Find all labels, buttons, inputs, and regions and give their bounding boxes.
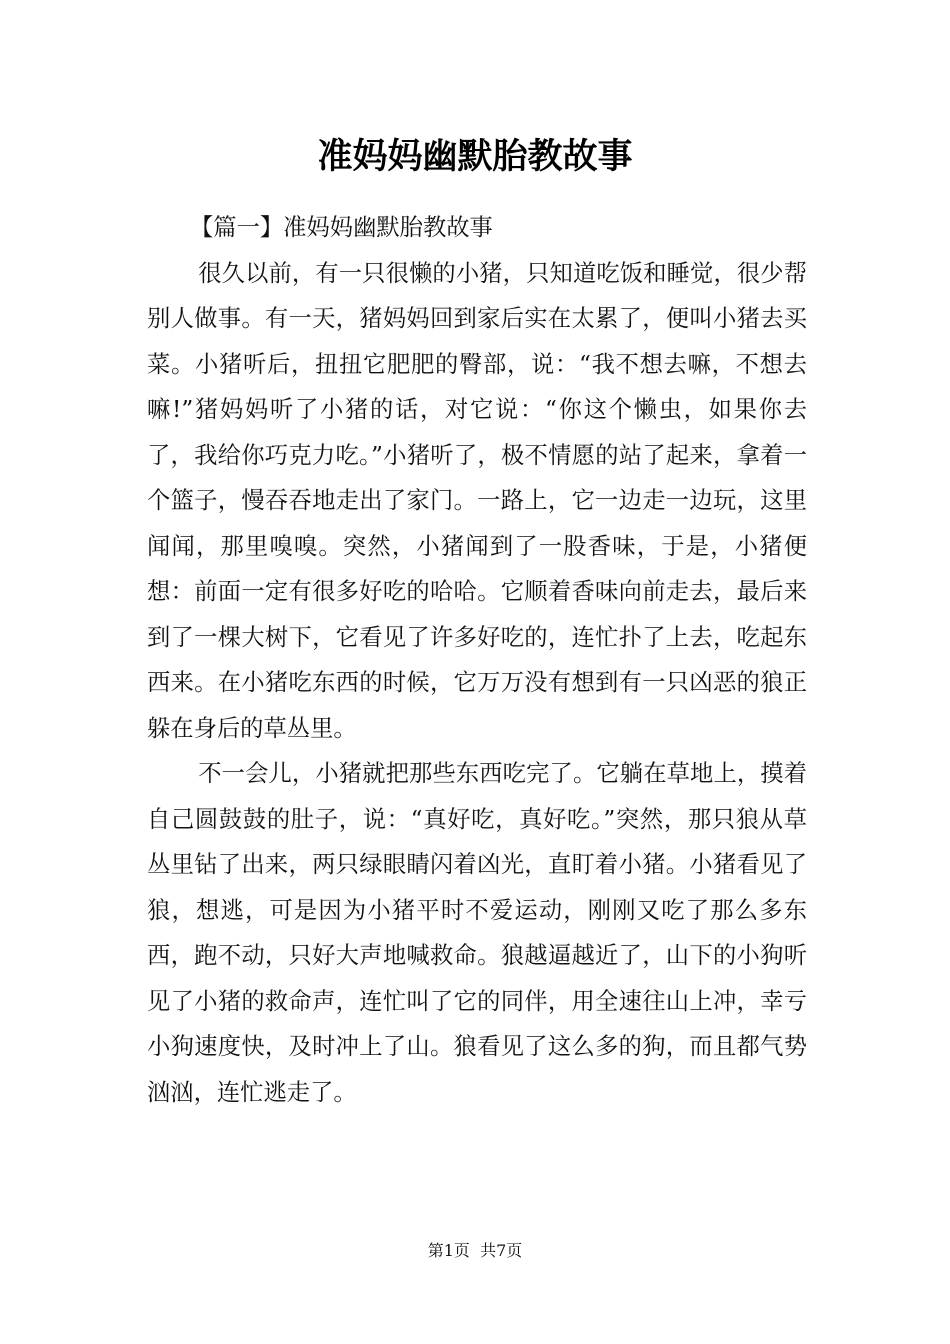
- document-title: 准妈妈幽默胎教故事: [317, 136, 633, 177]
- section-heading: 【篇一】准妈妈幽默胎教故事: [190, 214, 493, 241]
- paragraph-1: 很久以前，有一只很懒的小猪，只知道吃饭和睡觉，很少帮别人做事。有一天，猪妈妈回到家后实在太累了，便叫小猪去买菜。小猪听后，扭扭它肥肥的臀部，说：“我不想去嘛，不想去嘛!”猪妈妈听了小猪的话，对它说：“你这个懒虫，如果你去了，我给你巧克力吃。”小猪听了，极不情愿的站了起来，拿着一个篮子，慢吞吞地走出了家门。一路上，它一边走一边玩，这里闻闻，那里嗅嗅。突然，小猪闻到了一股香味，于是，小猪便想：前面一定有很多好吃的哈哈。它顺着香味向前走去，最后来到了一棵大树下，它看见了许多好吃的，连忙扑了上去，吃起东西来。在小猪吃东西的时候，它万万没有想到有一只凶恶的狼正躲在身后的草丛里。: [147, 259, 807, 742]
- page-total: 共7页: [480, 1241, 523, 1260]
- page-number: 第1页: [427, 1241, 470, 1260]
- document-body: [147, 205, 807, 1115]
- paragraph-2: 不一会儿，小猪就把那些东西吃完了。它躺在草地上，摸着自己圆鼓鼓的肚子，说：“真好吃，真好吃。”突然，那只狼从草丛里钻了出来，两只绿眼睛闪着凶光，直盯着小猪。小猪看见了狼，想逃，可是因为小猪平时不爱运动，刚刚又吃了那么多东西，跑不动，只好大声地喊救命。狼越逼越近了，山下的小狗听见了小猪的救命声，连忙叫了它的同伴，用全速往山上冲，幸亏小狗速度快，及时冲上了山。狼看见了这么多的狗，而且都气势汹汹，连忙逃走了。: [147, 760, 807, 1106]
- page-footer: [0, 1239, 950, 1263]
